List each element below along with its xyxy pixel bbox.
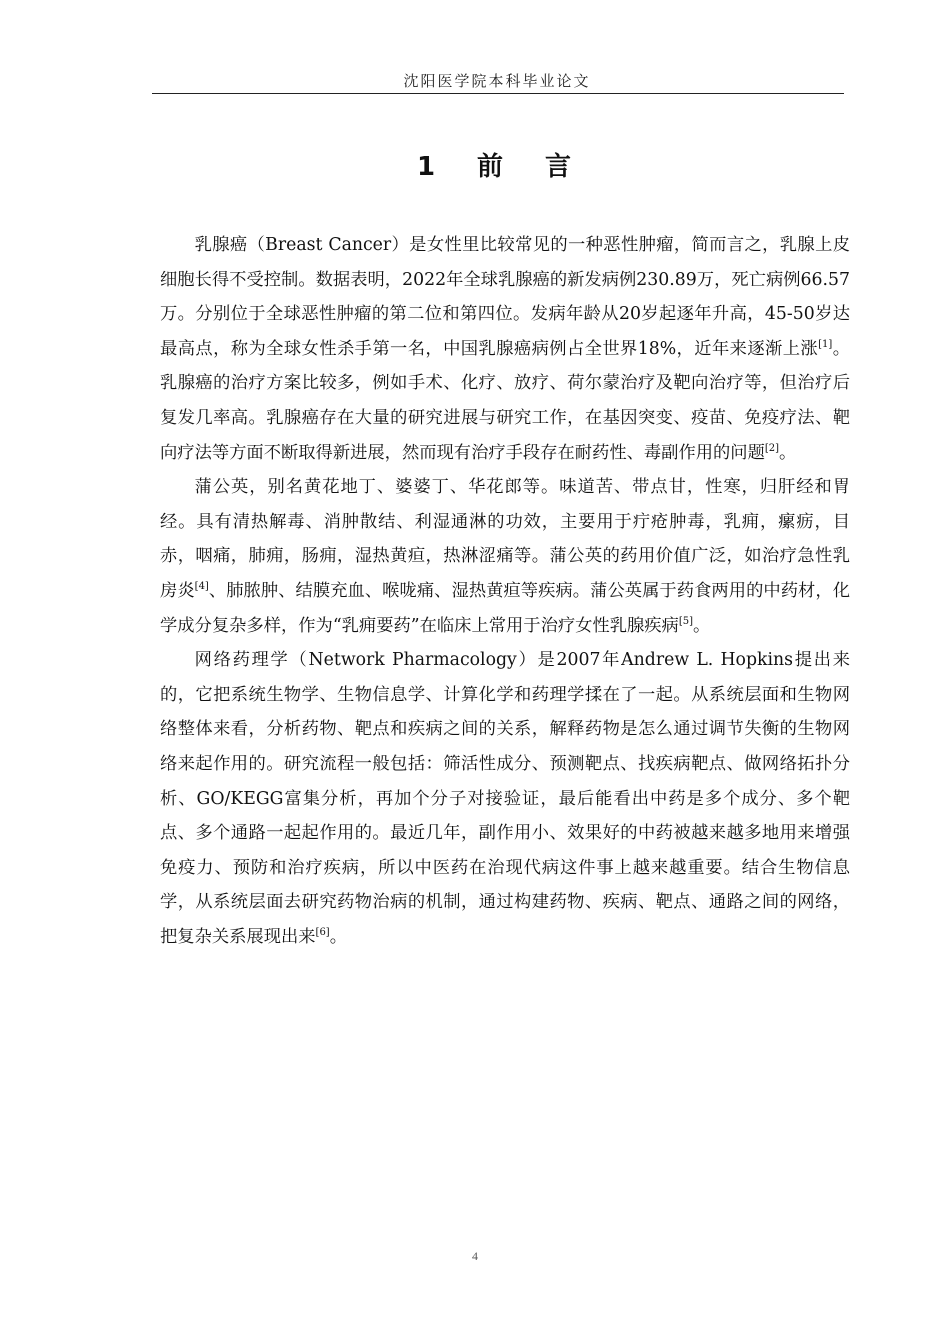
chapter-title: 1 前 言 (416, 152, 580, 182)
sentence-end: 。 (832, 338, 850, 359)
paragraph-breast-cancer (160, 228, 850, 470)
paragraph-text: 蒲公英，别名黄花地丁、婆婆丁、华花郎等。味道苦、带点甘，性寒，归肝经和胃经。具有清热解毒、消肿散结、利湿通淋的功效，主要用于疔疮肿毒，乳痈，瘰疬，目赤，咽痛，肺痈，肠痈，湿热黄疸，热淋涩痛等。蒲公英的药用价值广泛，如治疗急性乳房炎 (160, 477, 850, 601)
paragraph-text: 乳腺癌的治疗方案比较多，例如手术、化疗、放疗、荷尔蒙治疗及靶向治疗等，但治疗后复发几率高。乳腺癌存在大量的研究进展与研究工作，在基因突变、疫苗、免疫疗法、靶向疗法等方面不断取得新进展，然而现有治疗手段存在耐药性、毒副作用的问题 (160, 373, 850, 463)
paragraph-network-pharmacology (160, 643, 850, 954)
paragraph-end: 。 (779, 442, 797, 463)
citation-ref: [5] (678, 615, 693, 627)
citation-ref: [4] (194, 581, 209, 593)
paragraph-text: 网络药理学（Network Pharmacology）是2007年Andrew L. Hopkins提出来的，它把系统生物学、生物信息学、计算化学和药理学揉在了一起。从系统层面和生物网络整体来看，分析药物、靶点和疾病之间的关系，解释药物是怎么通过调节失衡的生物网络来起作用的。研究流程一般包括：筛活性成分、预测靶点、找疾病靶点、做网络拓扑分析、GO/KEGG富集分析，再加个分子对接验证，最后能看出中药是多个成分、多个靶点、多个通路一起起作用的。最近几年，副作用小、效果好的中药被越来越多地用来增强免疫力、预防和治疗疾病，所以中医药在治现代病这件事上越来越重要。结合生物信息学，从系统层面去研究药物治病的机制，通过构建药物、疾病、靶点、通路之间的网络，把复杂关系展现出来 (160, 650, 850, 947)
running-header: 沈阳医学院本科毕业论文 (403, 72, 591, 90)
header-rule (152, 93, 844, 94)
paragraph-dandelion (160, 470, 850, 643)
paragraph-end: 。 (693, 615, 711, 636)
paragraph-text: 、肺脓肿、结膜充血、喉咙痛、湿热黄疸等疾病。蒲公英属于药食两用的中药材，化学成分复杂多样，作为“乳痈要药”在临床上常用于治疗女性乳腺疾病 (160, 580, 850, 636)
citation-ref: [2] (764, 442, 780, 454)
page-number: 4 (472, 1249, 478, 1263)
citation-ref: [1] (818, 339, 833, 351)
body-text (160, 228, 850, 954)
citation-ref: [6] (315, 927, 330, 939)
paragraph-text: 乳腺癌（Breast Cancer）是女性里比较常见的一种恶性肿瘤，简而言之，乳腺上皮细胞长得不受控制。数据表明，2022年全球乳腺癌的新发病例230.89万，死亡病例66.57万。分别位于全球恶性肿瘤的第二位和第四位。发病年龄从20岁起逐年升高，45-50岁达最高点，称为全球女性杀手第一名，中国乳腺癌病例占全世界18%，近年来逐渐上涨 (160, 235, 850, 359)
paragraph-end: 。 (329, 926, 348, 947)
